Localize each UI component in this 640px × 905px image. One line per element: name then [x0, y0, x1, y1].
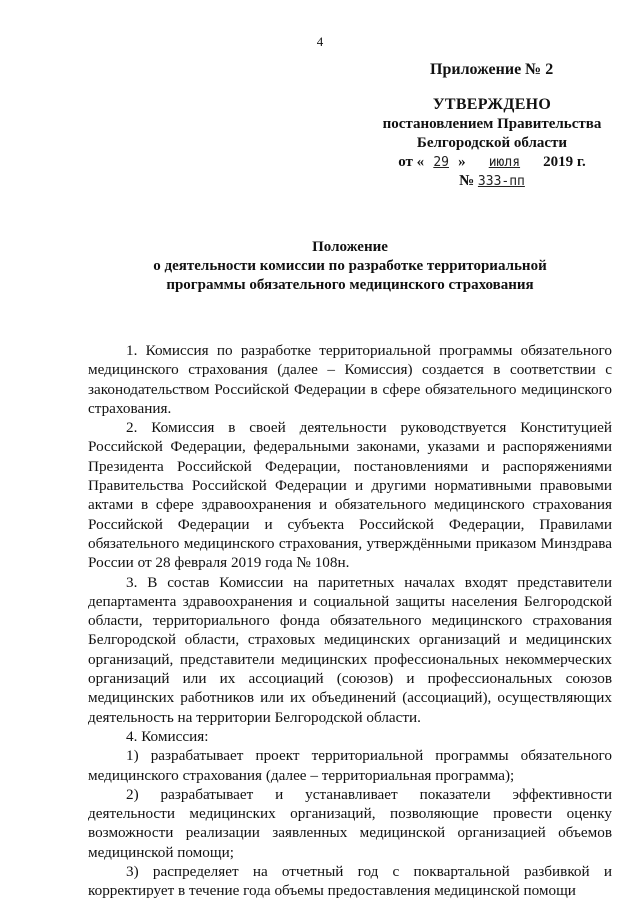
paragraph-4: 4. Комиссия: — [126, 727, 209, 745]
appendix-label: Приложение № 2 — [430, 61, 554, 78]
paragraph-4-1: 1) разрабатывает проект территориальной программы обязательного медицинского страхования (далее – территориальная программа); — [88, 747, 612, 784]
paragraph-4-2: 2) разрабатывает и устанавливает показатели эффективности деятельности медицинских организаций, позволяющие провести оценку возможности реализации заявленных медицинской организацией объемов медицинской помощи; — [88, 785, 612, 861]
approval-line-2: Белгородской области — [416, 135, 568, 151]
date-month: июля — [488, 155, 521, 170]
title-line-3: программы обязательного медицинского страхования — [166, 277, 534, 293]
document-body — [88, 341, 612, 901]
date-day: 29 — [433, 155, 449, 170]
paragraph-3: 3. В состав Комиссии на паритетных началах входят представители департамента здравоохранения и социальной защиты населения Белгородской области, территориального фонда обязательного медицинского страхования Белгородской области, страховых медицинских организаций и медицинских организаций, представители медицинских профессиональных некоммерческих организаций или их ассоциаций (союзов) и профессиональных союзов медицинских работников или их объединений (ассоциаций), осуществляющих деятельность на территории Белгородской области. — [88, 573, 612, 726]
date-prefix: от « — [398, 154, 425, 170]
date-year: 2019 г. — [543, 154, 586, 170]
paragraph-4-3: 3) распределяет на отчетный год с поквартальной разбивкой и корректирует в течение года объемы предоставления медицинской помощи — [88, 863, 612, 900]
approved-heading: УТВЕРЖДЕНО — [432, 96, 552, 113]
number-value: 333-пп — [477, 174, 525, 189]
number-prefix: № — [459, 173, 475, 189]
approval-line-1: постановлением Правительства — [382, 116, 602, 132]
paragraph-1: 1. Комиссия по разработке территориальной программы обязательного медицинского страхования (далее – Комиссия) создается в соответствии с законодательством Российской Федерации в сфере обязательного медицинского страхования. — [88, 342, 612, 417]
document-title — [90, 238, 610, 295]
title-line-2: о деятельности комиссии по разработке территориальной — [153, 258, 547, 274]
date-mid: » — [458, 154, 466, 170]
page-number: 4 — [316, 34, 324, 49]
approval-date — [372, 153, 612, 172]
paragraph-2: 2. Комиссия в своей деятельности руководствуется Конституцией Российской Федерации, федеральными законами, указами и распоряжениями Президента Российской Федерации, постановлениями и распоряжениями Правительства Российской Федерации и другими нормативными правовыми актами в сфере здравоохранения и обязательного медицинского страхования Российской Федерации и субъекта Российской Федерации, Правилами обязательного медицинского страхования, утверждёнными приказом Минздрава России от 28 февраля 2019 года № 108н. — [88, 419, 612, 572]
title-line-1: Положение — [312, 239, 388, 255]
approval-block — [372, 95, 612, 191]
approval-number — [372, 172, 612, 191]
